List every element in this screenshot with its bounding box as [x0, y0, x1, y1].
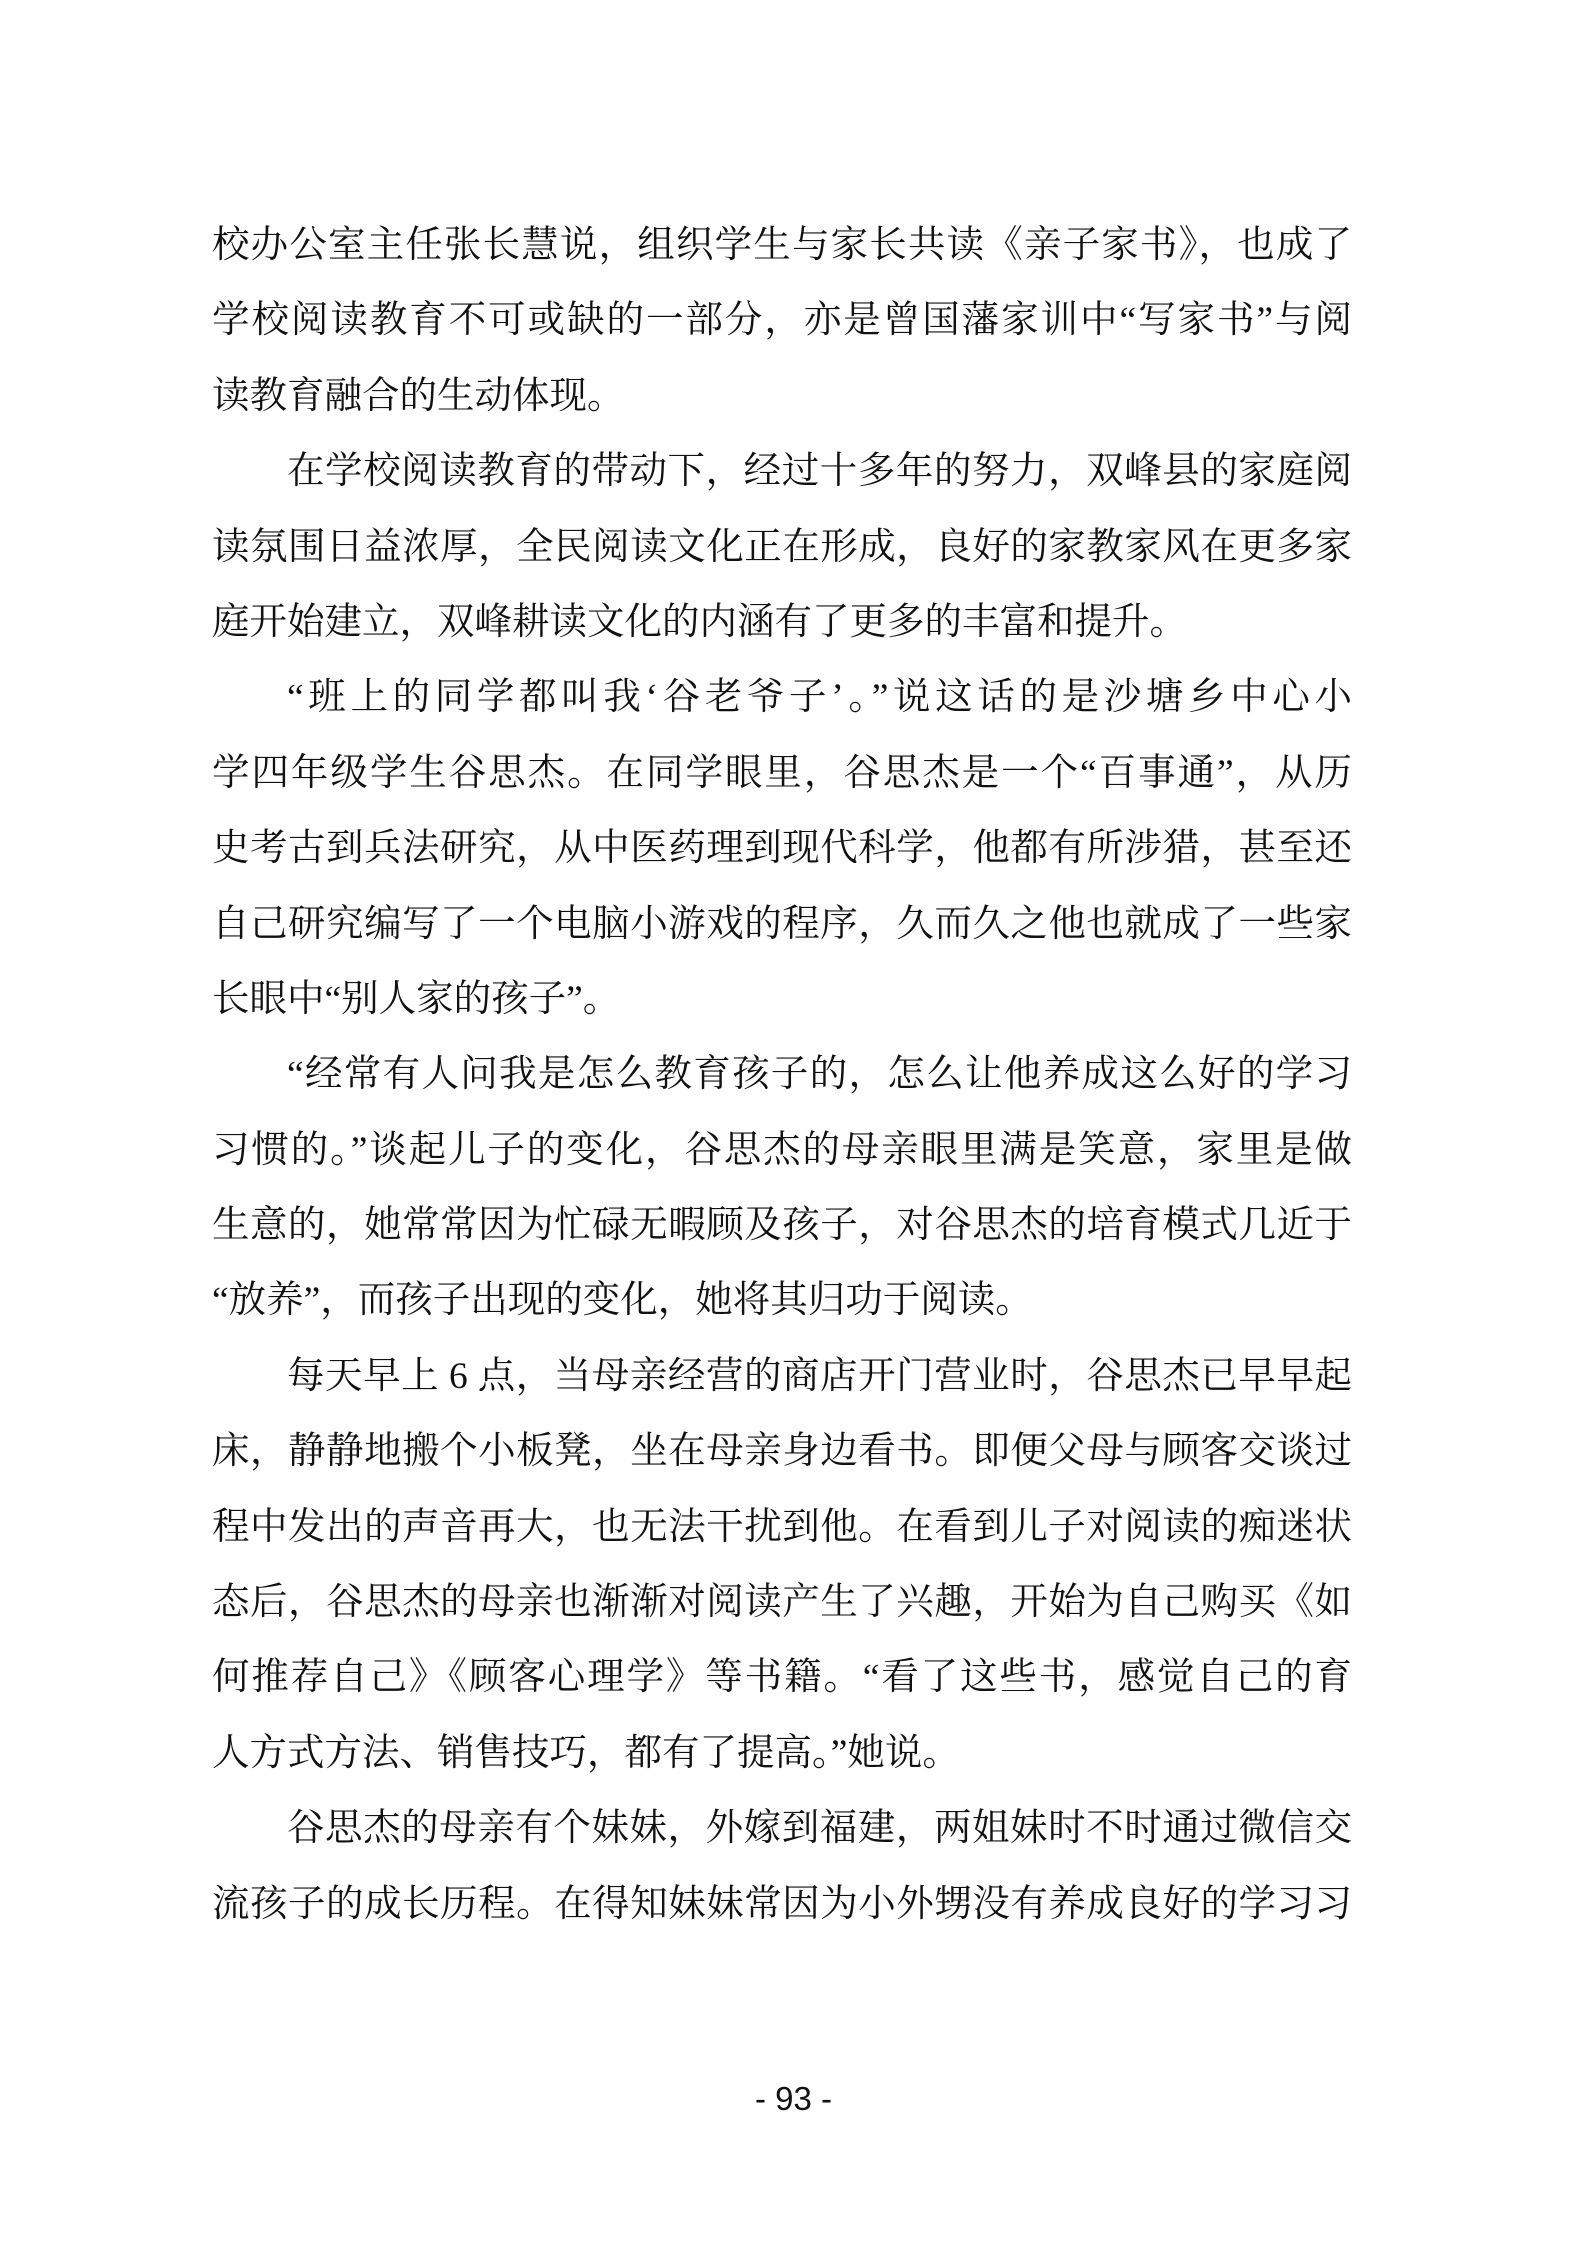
text-line: 谷思杰的母亲有个妹妹，外嫁到福建，两姐妹时不时通过微信交 [287, 1808, 1352, 1850]
text-line: 床，静静地搬个小板凳，坐在母亲身边看书。即便父母与顾客交谈过 [212, 1431, 1352, 1473]
text-line: “经常有人问我是怎么教育孩子的，怎么让他养成这么好的学习 [287, 1054, 1352, 1096]
text-line: 校办公室主任张长慧说，组织学生与家长共读《亲子家书》，也成了 [212, 225, 1352, 266]
text-line: 学四年级学生谷思杰。在同学眼里，谷思杰是一个“百事通”，从历 [212, 752, 1352, 794]
text-line: 态后，谷思杰的母亲也渐渐对阅读产生了兴趣，开始为自己购买《如 [212, 1582, 1352, 1624]
text-line: 流孩子的成长历程。在得知妹妹常因为小外甥没有养成良好的学习习 [212, 1883, 1352, 1925]
text-line: 读氛围日益浓厚，全民阅读文化正在形成，良好的家教家风在更多家 [212, 526, 1352, 568]
text-block [212, 208, 1352, 1942]
text-line: 生意的，她常常因为忙碌无暇顾及孩子，对谷思杰的培育模式几近于 [212, 1205, 1352, 1247]
text-line: 在学校阅读教育的带动下，经过十多年的努力，双峰县的家庭阅 [287, 451, 1352, 493]
text-line: 程中发出的声音再大，也无法干扰到他。在看到儿子对阅读的痴迷状 [212, 1506, 1352, 1548]
text-line: 何推荐自己》《顾客心理学》等书籍。“看了这些书，感觉自己的育 [212, 1657, 1352, 1699]
text-line: 读教育融合的生动体现。 [212, 375, 625, 417]
text-line: 史考古到兵法研究，从中医药理到现代科学，他都有所涉猎，甚至还 [212, 828, 1352, 870]
text-line: 人方式方法、销售技巧，都有了提高。”她说。 [212, 1732, 960, 1774]
text-line: 学校阅读教育不可或缺的一部分，亦是曾国藩家训中“写家书”与阅 [212, 300, 1352, 342]
text-line: 自己研究编写了一个电脑小游戏的程序，久而久之他也就成了一些家 [212, 903, 1352, 945]
text-line: 长眼中“别人家的孩子”。 [212, 978, 621, 1020]
text-line: “放养”，而孩子出现的变化，她将其归功于阅读。 [212, 1280, 1033, 1322]
text-line: 习惯的。”谈起儿子的变化，谷思杰的母亲眼里满是笑意，家里是做 [212, 1129, 1352, 1171]
text-line: “班上的同学都叫我‘谷老爷子’。”说这话的是沙塘乡中心小 [287, 677, 1352, 719]
text-line: 庭开始建立，双峰耕读文化的内涵有了更多的丰富和提升。 [212, 601, 1187, 643]
page-number: - 93 - [754, 2080, 833, 2117]
text-line: 每天早上 6 点，当母亲经营的商店开门营业时，谷思杰已早早起 [287, 1355, 1352, 1397]
page-footer [0, 2080, 1587, 2118]
